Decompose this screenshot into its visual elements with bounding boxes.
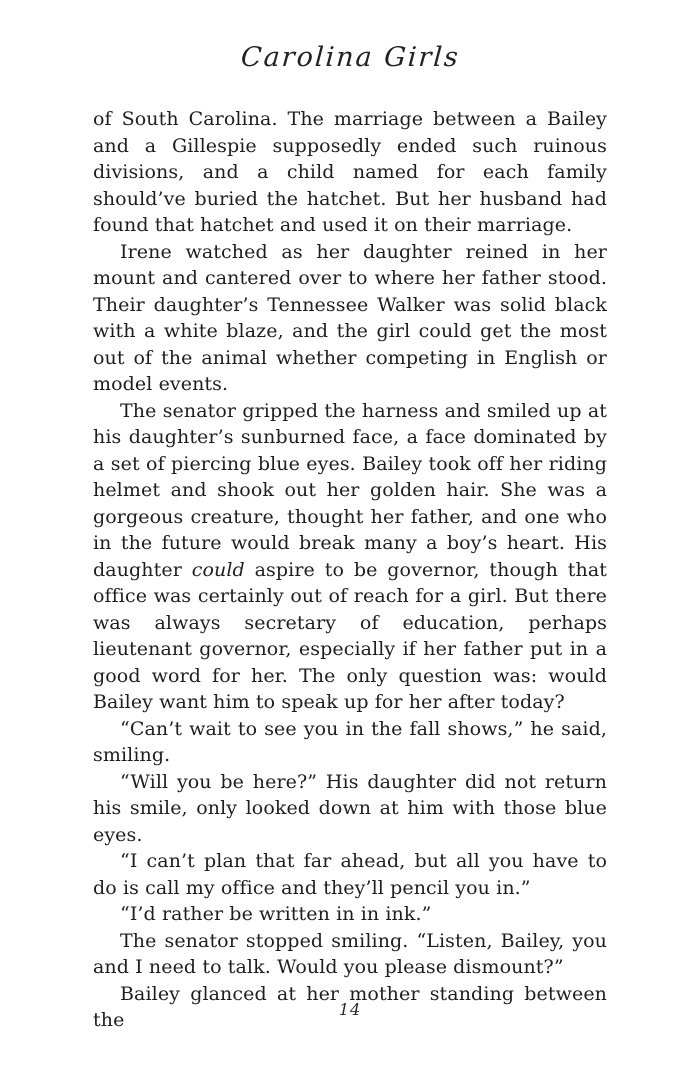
paragraph-text: “Will you be here?” His daughter did not return his smile, only looked down at him with those blue eyes. bbox=[93, 770, 607, 846]
page-number: 14 bbox=[338, 1000, 362, 1019]
paragraph bbox=[93, 928, 607, 981]
paragraph bbox=[93, 398, 607, 716]
paragraph-text: The senator stopped smiling. “Listen, Bailey, you and I need to talk. Would you please dismount?” bbox=[93, 929, 607, 978]
paragraph bbox=[93, 769, 607, 849]
paragraph-text: Irene watched as her daughter reined in her mount and cantered over to where her father stood. Their daughter’s Tennessee Walker was solid black with a white blaze, and the girl could get the most out of the animal whether competing in English or model events. bbox=[93, 240, 607, 395]
paragraph-text: The senator gripped the harness and smiled up at his daughter’s sunburned face, a face dominated by a set of piercing blue eyes. Bailey took off her riding helmet and shook out her golden hair. She was a gorgeous creature, thought her father, and one who in the future would break many a boy’s heart. His daughter bbox=[93, 399, 607, 581]
book-title: Carolina Girls bbox=[239, 42, 461, 73]
paragraph bbox=[93, 716, 607, 769]
paragraph bbox=[93, 239, 607, 398]
paragraph bbox=[93, 901, 607, 928]
paragraph bbox=[93, 106, 607, 239]
folio bbox=[0, 1000, 700, 1019]
emphasized-text: could bbox=[191, 558, 245, 581]
body-text bbox=[93, 106, 607, 1034]
paragraph-text: “I can’t plan that far ahead, but all you have to do is call my office and they’ll pencil you in.” bbox=[93, 850, 607, 899]
paragraph-text: “Can’t wait to see you in the fall shows,” he said, smiling. bbox=[93, 717, 607, 766]
paragraph-text: “I’d rather be written in in ink.” bbox=[120, 903, 432, 925]
paragraph-text: Bailey glanced at her mother standing between the bbox=[93, 982, 607, 1031]
paragraph-text: of South Carolina. The marriage between a Bailey and a Gillespie supposedly ended such ruinous divisions, and a child named for each family should’ve buried the hatchet. But her husband had found that hatchet and used it on their marriage. bbox=[93, 108, 607, 236]
paragraph-text: aspire to be governor, though that office was certainly out of reach for a girl. But there was always secretary of education, perhaps lieutenant governor, especially if her father put in a good word for her. The only question was: would Bailey want him to speak up for her after today? bbox=[93, 558, 607, 713]
running-head bbox=[0, 42, 700, 73]
paragraph bbox=[93, 848, 607, 901]
